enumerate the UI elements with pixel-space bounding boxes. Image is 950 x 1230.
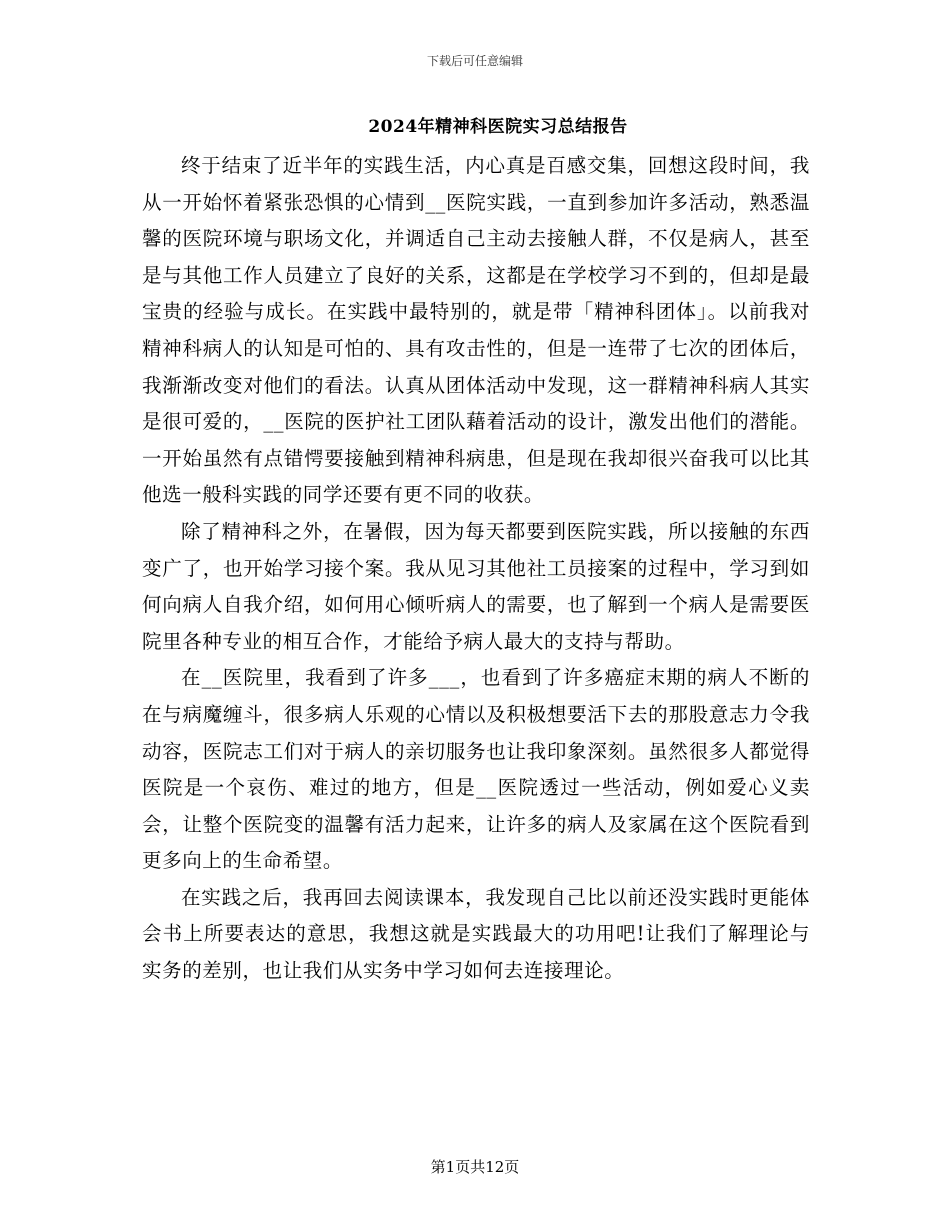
document-body (142, 148, 810, 990)
body-paragraph: 在实践之后，我再回去阅读课本，我发现自己比以前还没实践时更能体会书上所要表达的意思，我想这就是实践最大的功用吧!让我们了解理论与实务的差别，也让我们从实务中学习如何去连接理论。 (142, 885, 810, 983)
body-paragraph: 在__医院里，我看到了许多___，也看到了许多癌症末期的病人不断的在与病魔缠斗，很多病人乐观的心情以及积极想要活下去的那股意志力令我动容，医院志工们对于病人的亲切服务也让我印象深刻。虽然很多人都觉得医院是一个哀伤、难过的地方，但是__医院透过一些活动，例如爱心义卖会，让整个医院变的温馨有活力起来，让许多的病人及家属在这个医院看到更多向上的生命希望。 (142, 666, 810, 873)
document-title: 2024年精神科医院实习总结报告 (368, 117, 628, 137)
page-header-note: 下载后可任意编辑 (426, 54, 523, 68)
page-number: 第1页共12页 (430, 1158, 520, 1176)
body-paragraph: 终于结束了近半年的实践生活，内心真是百感交集，回想这段时间，我从一开始怀着紧张恐惧的心情到__医院实践，一直到参加许多活动，熟悉温馨的医院环境与职场文化，并调适自己主动去接触人群，不仅是病人，甚至是与其他工作人员建立了良好的关系，这都是在学校学习不到的，但却是最宝贵的经验与成长。在实践中最特别的，就是带「精神科团体」。以前我对精神科病人的认知是可怕的、具有攻击性的，但是一连带了七次的团体后，我渐渐改变对他们的看法。认真从团体活动中发现，这一群精神科病人其实是很可爱的，__医院的医护社工团队藉着活动的设计，激发出他们的潜能。一开始虽然有点错愕要接触到精神科病患，但是现在我却很兴奋我可以比其他选一般科实践的同学还要有更不同的收获。 (142, 154, 810, 507)
body-paragraph: 除了精神科之外，在暑假，因为每天都要到医院实践，所以接触的东西变广了，也开始学习接个案。我从见习其他社工员接案的过程中，学习到如何向病人自我介绍，如何用心倾听病人的需要，也了解到一个病人是需要医院里各种专业的相互合作，才能给予病人最大的支持与帮助。 (142, 519, 810, 653)
